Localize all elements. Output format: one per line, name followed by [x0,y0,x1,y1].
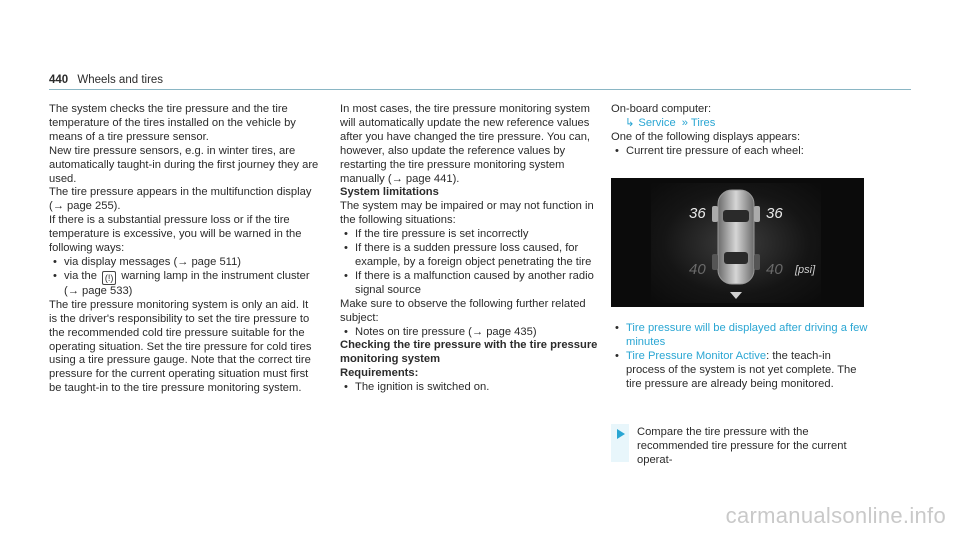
paragraph: New tire pressure sensors, e.g. in winter tires, are automatically taught-in during the first journey they are used. [49,144,319,185]
menu-item-service[interactable]: Service [638,116,676,129]
list-item: • Tire Pressure Monitor Active: the teach-in process of the system is not yet complete. The tire pressure are already being monitored. [611,350,873,392]
front-left-pressure: 36 [689,205,706,222]
display-options [611,322,873,392]
instruction-step [611,426,873,468]
list-item: • Notes on tire pressure (→ page 435) [340,326,605,340]
menu-path [611,117,873,131]
paragraph: Make sure to observe the following further related subject: [340,297,586,324]
heading-requirements: Requirements: [340,367,419,380]
pressure-unit: [psi] [795,264,816,276]
paragraph: The tire pressure appears in the multifunction display (→ page 255). [49,186,312,213]
step-text: Compare the tire pressure with the recommended tire pressure for the current operat- [637,426,847,466]
list-item: • via display messages (→ page 511) [49,256,319,270]
message-link-driving[interactable]: Tire pressure will be displayed after driving a few minutes [626,322,868,348]
paragraph: In most cases, the tire pressure monitoring system will automatically update the new reference values after you have changed the tire pressure. You can, however, also update the reference values by restarting the tire pressure monitoring system manually (→ page 441). [340,103,591,185]
front-right-pressure: 36 [766,205,783,222]
display-list [611,145,873,159]
scroll-down-icon [730,292,742,299]
page-header [49,74,163,86]
column-right [611,103,873,159]
message-link-monitor-active[interactable]: Tire Pressure Monitor Active [626,349,767,362]
related-list [340,326,605,340]
double-chevron-icon: » [681,116,688,129]
list-item: • The ignition is switched on. [340,381,605,395]
heading-system-limitations: System limitations [340,186,439,199]
rear-right-pressure: 40 [766,261,783,278]
rear-left-pressure: 40 [689,261,706,278]
heading-checking: Checking the tire pressure with the tire pressure monitoring system [340,339,598,366]
paragraph: If there is a substantial pressure loss or if the tire temperature is excessive, you will be warned in the following ways: [49,214,302,255]
menu-item-tires[interactable]: Tires [690,116,716,129]
menu-arrow-icon: ↳ [625,116,635,129]
watermark: carmanualsonline.info [725,503,946,528]
warning-list [49,256,319,299]
paragraph: One of the following displays appears: [611,130,801,143]
list-item: • via the (!) warning lamp in the instrument cluster (→ page 533) [49,270,319,299]
tire-pressure-warning-icon: (!) [102,271,116,285]
onboard-computer-label: On-board computer: [611,103,712,115]
paragraph: The system may be impaired or may not function in the following situations: [340,200,594,227]
requirements-list [340,381,605,395]
list-item: • If there is a sudden pressure loss caused, for example, by a foreign object penetrating the tire [340,242,605,270]
tire-pressure-display-image [611,178,864,307]
list-item: • If the tire pressure is set incorrectly [340,228,605,242]
limitations-list [340,228,605,298]
section-title: Wheels and tires [77,74,164,86]
paragraph: The tire pressure monitoring system is only an aid. It is the driver's responsibility to set the tire pressure to the recommended cold tire pressure suitable for the operating situation. Set the tire pressure for cold tires using a tire pressure gauge. Note that the correct tire pressure for the current operating situation must first be taught-in to the tire pressure monitoring system. [49,298,312,395]
page-number: 440 [49,74,69,86]
car-top-view-icon [611,178,864,307]
list-item: • Current tire pressure of each wheel: [611,145,873,159]
list-item [611,322,873,350]
column-left [49,103,319,396]
column-middle [340,103,605,395]
header-rule [49,89,911,90]
list-item: • If there is a malfunction caused by another radio signal source [340,270,605,298]
step-arrow-icon [617,429,625,439]
paragraph: The system checks the tire pressure and the tire temperature of the tires installed on the vehicle by means of a tire pressure sensor. [49,103,296,143]
